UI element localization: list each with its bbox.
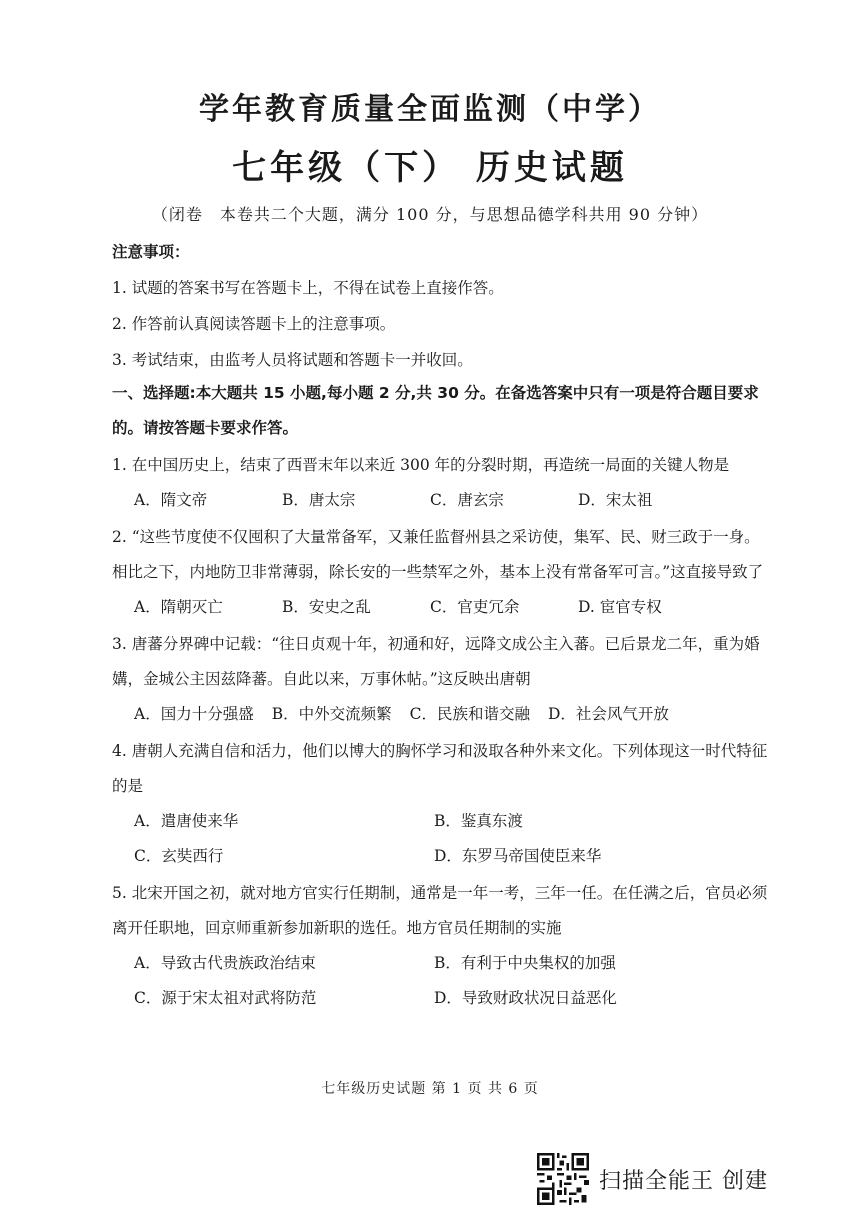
- option-b: B．安史之乱: [282, 598, 371, 616]
- question-text: 2. “这些节度使不仅囤积了大量常备军，又兼任监督州县之采访使，集军、民、财三政于一身。相比之下，内地防卫非常薄弱，除长安的一些禁军之外，基本上没有常备军可言。”这直接导致了: [112, 528, 764, 581]
- option-d: D．东罗马帝国使臣来华: [434, 847, 602, 865]
- question-3-options: [112, 697, 772, 732]
- question-4: [112, 734, 772, 804]
- option-a: A．导致古代贵族政治结束: [134, 954, 316, 972]
- page-footer: 七年级历史试题 第 1 页 共 6 页: [321, 1081, 539, 1097]
- option-b: B．唐太宗: [282, 491, 356, 509]
- option-a: A．遣唐使来华: [134, 812, 239, 830]
- qr-code-icon: [537, 1153, 589, 1205]
- question-4-options: [112, 804, 772, 874]
- section-heading: 一、选择题:本大题共 15 小题,每小题 2 分,共 30 分。在备选答案中只有一项是符合题目要求的。请按答题卡要求作答。: [112, 384, 759, 437]
- question-5-options: [112, 946, 772, 1016]
- exam-title-line1: 学年教育质量全面监测（中学）: [199, 92, 661, 127]
- option-a: A．国力十分强盛: [134, 705, 254, 723]
- option-d: D．宋太祖: [578, 491, 653, 509]
- option-b: B．有利于中央集权的加强: [434, 954, 616, 972]
- question-2-options: [112, 590, 772, 625]
- notes-title: 注意事项：: [112, 242, 190, 261]
- exam-content: [112, 236, 772, 1016]
- option-c: C．唐玄宗: [430, 491, 504, 509]
- option-c: C．官吏冗余: [430, 598, 520, 616]
- option-c: C．源于宋太祖对武将防范: [134, 989, 317, 1007]
- option-b: B．中外交流频繁: [271, 705, 392, 723]
- option-c: C．玄奘西行: [134, 847, 224, 865]
- option-d: D．社会风气开放: [547, 705, 669, 723]
- option-d: D．导致财政状况日益恶化: [434, 989, 617, 1007]
- question-1-options: [112, 483, 772, 518]
- note-item: 1. 试题的答案书写在答题卡上，不得在试卷上直接作答。: [112, 279, 504, 297]
- note-item: 2. 作答前认真阅读答题卡上的注意事项。: [112, 315, 396, 333]
- question-1: [112, 448, 772, 483]
- question-text: 1. 在中国历史上，结束了西晋末年以来近 300 年的分裂时期，再造统一局面的关键人物是: [112, 456, 730, 474]
- scanner-watermark: [537, 1153, 768, 1205]
- option-b: B．鉴真东渡: [434, 812, 523, 830]
- option-c: C．民族和谐交融: [409, 705, 530, 723]
- question-2: [112, 520, 772, 590]
- question-text: 5. 北宋开国之初，就对地方官实行任期制，通常是一年一考，三年一任。在任满之后，官员必须离开任职地，回京师重新参加新职的选任。地方官员任期制的实施: [112, 884, 768, 937]
- option-a: A．隋文帝: [134, 491, 208, 509]
- question-3: [112, 627, 772, 697]
- note-item: 3. 考试结束，由监考人员将试题和答题卡一并收回。: [112, 351, 473, 369]
- option-d: D. 宦官专权: [578, 598, 662, 616]
- option-a: A．隋朝灭亡: [134, 598, 223, 616]
- scanner-app-label: 扫描全能王 创建: [599, 1168, 768, 1194]
- exam-title-line2: 七年级（下） 历史试题: [232, 148, 628, 188]
- question-text: 4. 唐朝人充满自信和活力，他们以博大的胸怀学习和汲取各种外来文化。下列体现这一时代特征的是: [112, 742, 768, 795]
- question-text: 3. 唐蕃分界碑中记载：“往日贞观十年，初通和好，远降文成公主入蕃。已后景龙二年，重为婚媾，金城公主因兹降蕃。自此以来，万事休帖。”这反映出唐朝: [112, 635, 760, 688]
- exam-subtitle: （闭卷 本卷共二个大题，满分 100 分，与思想品德学科共用 90 分钟）: [151, 205, 709, 224]
- question-5: [112, 876, 772, 946]
